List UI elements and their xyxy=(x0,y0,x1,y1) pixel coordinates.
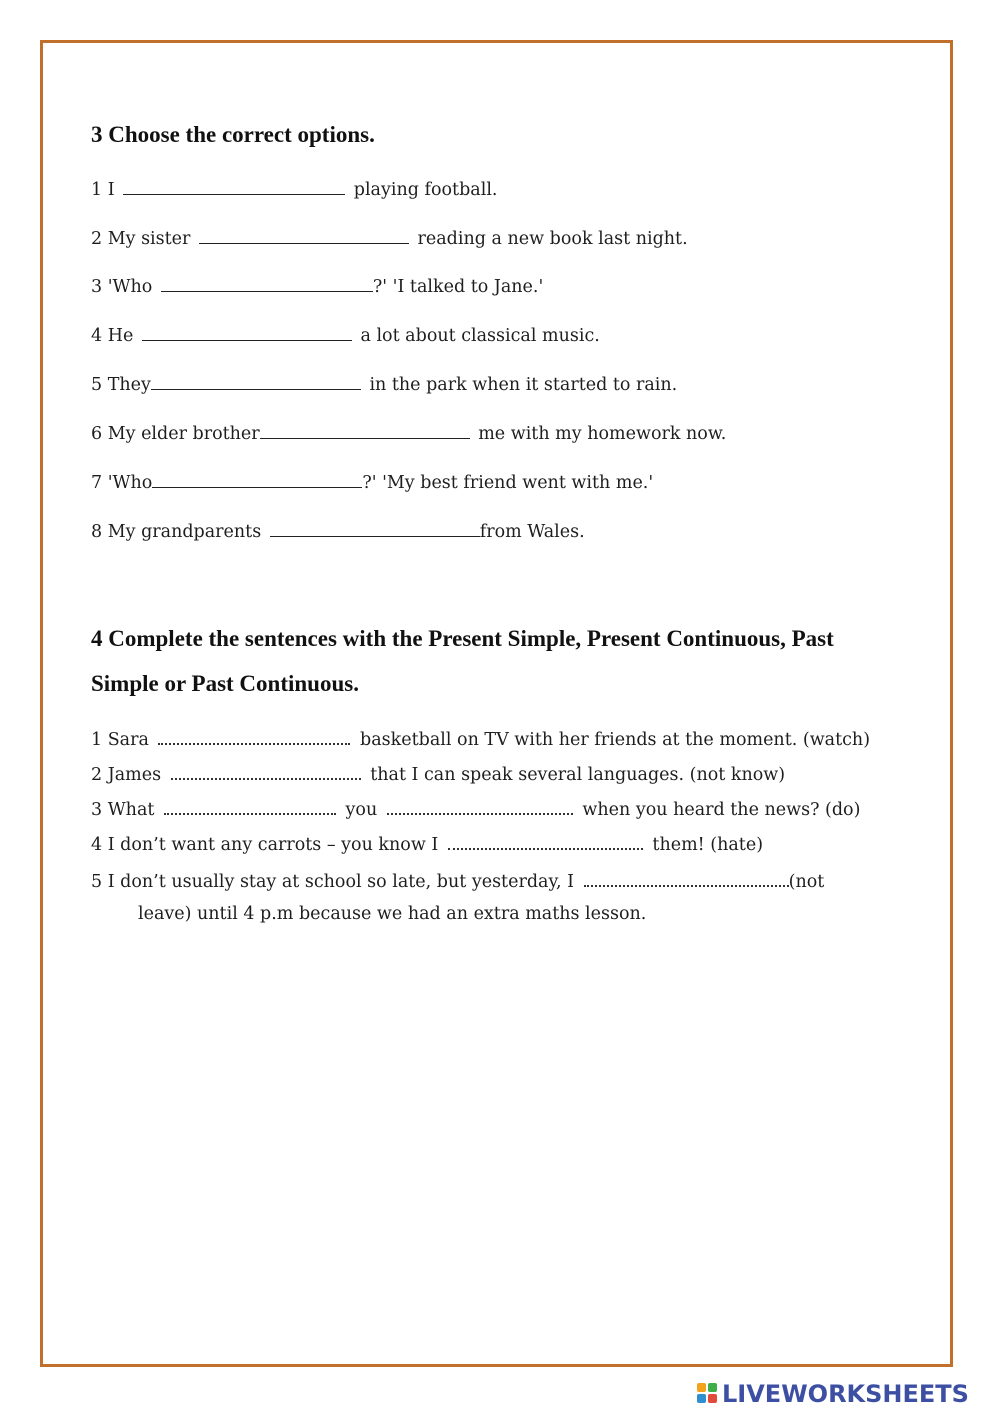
answer-blank[interactable] xyxy=(199,229,409,244)
liveworksheets-logo xyxy=(697,1380,969,1408)
answer-blank[interactable] xyxy=(142,326,352,341)
answer-blank[interactable] xyxy=(171,764,361,780)
section-4-heading: 4 Complete the sentences with the Present Simple, Present Continuous, Past xyxy=(91,626,834,651)
exercise-4-item-5-continued: leave) until 4 p.m because we had an extra maths lesson. xyxy=(138,904,647,924)
answer-blank[interactable] xyxy=(152,473,362,488)
exercise-4-item-3: 3 What you when you heard the news? (do) xyxy=(91,800,861,820)
liveworksheets-logo-text: LIVEWORKSHEETS xyxy=(722,1380,969,1408)
section-3-heading: 3 Choose the correct options. xyxy=(91,122,375,147)
exercise-3-item-4: 4 He a lot about classical music. xyxy=(91,326,600,346)
section-4-heading-continued: Simple or Past Continuous. xyxy=(91,671,359,696)
answer-blank[interactable] xyxy=(158,729,350,745)
exercise-4-item-2: 2 James that I can speak several languages. (not know) xyxy=(91,765,786,785)
exercise-4-item-4: 4 I don’t want any carrots – you know I them! (hate) xyxy=(91,835,764,855)
exercise-3-item-6: 6 My elder brother me with my homework now. xyxy=(91,424,727,444)
answer-blank[interactable] xyxy=(164,799,336,815)
exercise-3-item-1: 1 I playing football. xyxy=(91,180,498,200)
answer-blank[interactable] xyxy=(161,277,373,292)
answer-blank[interactable] xyxy=(584,871,789,887)
exercise-3-item-5: 5 They in the park when it started to rain. xyxy=(91,375,678,395)
exercise-3-item-2: 2 My sister reading a new book last night. xyxy=(91,229,688,249)
exercise-4-item-5: 5 I don’t usually stay at school so late, but yesterday, I (not xyxy=(91,872,825,892)
exercise-3-item-8: 8 My grandparents from Wales. xyxy=(91,522,585,542)
exercise-4-item-1: 1 Sara basketball on TV with her friends at the moment. (watch) xyxy=(91,730,871,750)
answer-blank[interactable] xyxy=(387,799,573,815)
exercise-3-item-7: 7 'Who ?' 'My best friend went with me.' xyxy=(91,473,654,493)
liveworksheets-logo-icon xyxy=(697,1383,719,1405)
answer-blank[interactable] xyxy=(448,834,643,850)
exercise-3-item-3: 3 'Who ?' 'I talked to Jane.' xyxy=(91,277,544,297)
answer-blank[interactable] xyxy=(151,375,361,390)
answer-blank[interactable] xyxy=(260,424,470,439)
answer-blank[interactable] xyxy=(123,180,345,195)
answer-blank[interactable] xyxy=(270,522,480,537)
